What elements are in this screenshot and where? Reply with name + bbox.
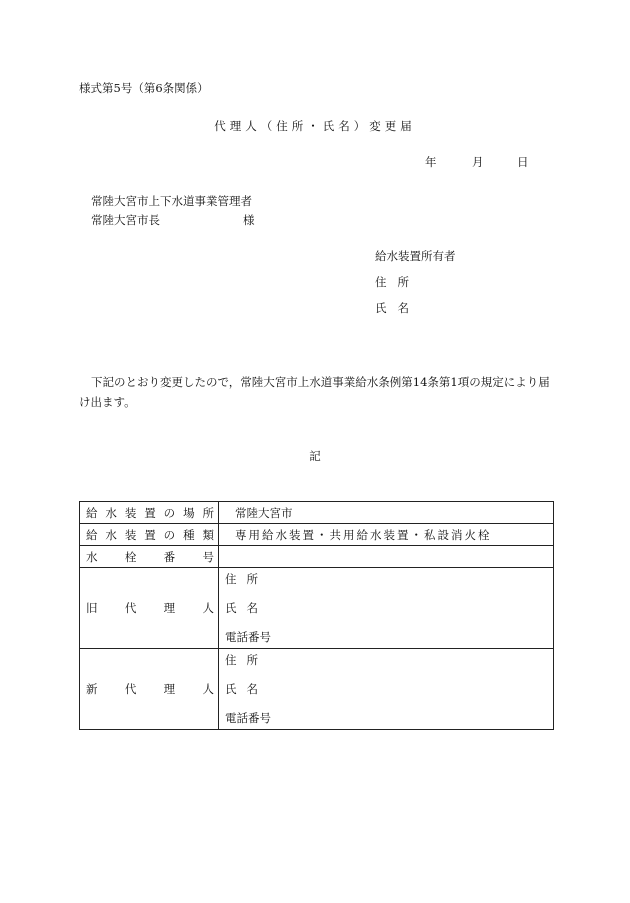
- meter-label-cell: [80, 546, 219, 568]
- table-row: [80, 546, 554, 568]
- date-year-label: 年: [425, 155, 437, 169]
- meter-label: 水栓番号: [86, 549, 214, 564]
- new-agent-details[interactable]: [219, 649, 554, 730]
- form-number: 様式第5号（第6条関係）: [79, 81, 209, 95]
- addressee-honorific: 様: [243, 213, 255, 227]
- new-agent-label: 新代理人: [86, 682, 214, 696]
- body-text-line-2: け出ます。: [79, 395, 136, 409]
- owner-label: 給水装置所有者: [375, 249, 456, 263]
- table-row: [80, 568, 554, 649]
- old-agent-phone-label: 電話番号: [225, 630, 271, 644]
- type-label-cell: [80, 524, 219, 546]
- owner-address-label: 住所: [375, 275, 420, 289]
- location-label-cell: [80, 502, 219, 524]
- old-agent-name-label: 氏名: [225, 601, 268, 615]
- new-agent-phone-label: 電話番号: [225, 711, 271, 725]
- new-agent-label-cell: [80, 649, 219, 730]
- location-value[interactable]: 常陸大宮市: [219, 502, 554, 524]
- location-label: 給水装置の場所: [86, 505, 214, 520]
- old-agent-details[interactable]: [219, 568, 554, 649]
- form-table: [79, 501, 554, 730]
- meter-value[interactable]: [219, 546, 554, 568]
- addressee-line-1: 常陸大宮市上下水道事業管理者: [91, 194, 252, 208]
- old-agent-label: 旧代理人: [86, 601, 214, 615]
- document-title: 代理人（住所・氏名）変更届: [214, 119, 416, 133]
- date-month-label: 月: [472, 155, 484, 169]
- owner-name-label: 氏名: [375, 301, 420, 315]
- body-text-line-1: 下記のとおり変更したので，常陸大宮市上水道事業給水条例第14条第1項の規定により届: [91, 375, 550, 389]
- addressee-line-2: 常陸大宮市長: [91, 213, 160, 227]
- date-day-label: 日: [517, 155, 529, 169]
- type-label: 給水装置の種類: [86, 527, 214, 542]
- new-agent-name-label: 氏名: [225, 682, 268, 696]
- table-row: [80, 649, 554, 730]
- type-value[interactable]: 専用給水装置・共用給水装置・私設消火栓: [219, 524, 554, 546]
- old-agent-address-label: 住所: [225, 572, 268, 586]
- old-agent-label-cell: [80, 568, 219, 649]
- ki-heading: 記: [309, 449, 321, 463]
- table-row: [80, 502, 554, 524]
- table-row: [80, 524, 554, 546]
- new-agent-address-label: 住所: [225, 653, 268, 667]
